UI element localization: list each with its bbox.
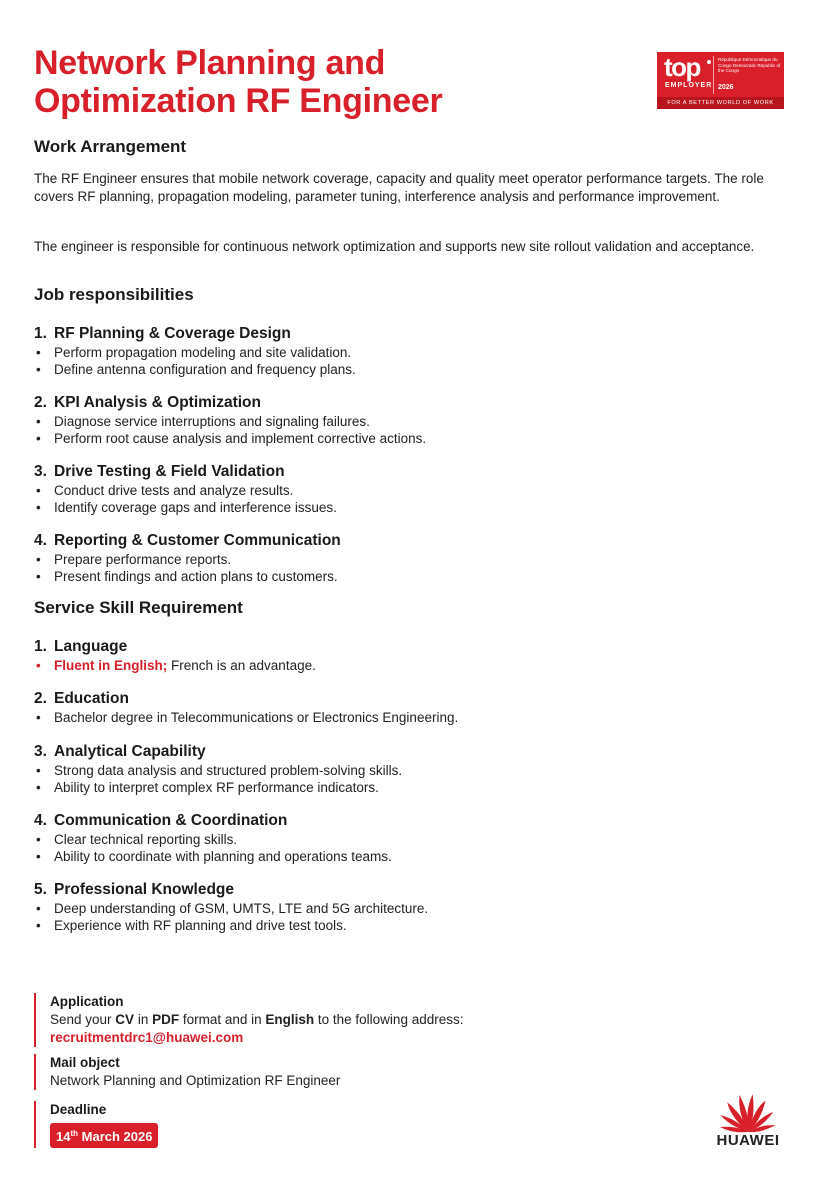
application-instructions: Send your CV in PDF format and in English to the following address: [50, 1012, 464, 1027]
list-item: • Bachelor degree in Telecommunications or Electronics Engineering. [36, 710, 459, 725]
list-item: • Identify coverage gaps and interference issues. [36, 500, 337, 515]
skills-heading: Service Skill Requirement [34, 598, 243, 617]
list-item: • Strong data analysis and structured problem-solving skills. [36, 763, 403, 778]
page-title: Network Planning and Optimization RF Engineer [34, 44, 443, 120]
mail-object-label: Mail object [50, 1055, 120, 1070]
badge-country: République Démocratique du Congo Democratic Republic of the Congo [718, 57, 781, 74]
badge-employer: EMPLOYER [665, 82, 713, 89]
skill-title: 2. Education [34, 690, 129, 707]
badge-divider [713, 56, 714, 94]
responsibility-title: 3. Drive Testing & Field Validation [34, 463, 285, 480]
list-item: • Ability to coordinate with planning and operations teams. [36, 849, 392, 864]
list-item: • Clear technical reporting skills. [36, 832, 238, 847]
badge-year: 2026 [718, 84, 734, 91]
list-item: • Define antenna configuration and frequency plans. [36, 362, 356, 377]
application-block [34, 993, 610, 1047]
mail-object-value: Network Planning and Optimization RF Engineer [50, 1073, 341, 1088]
responsibilities-heading: Job responsibilities [34, 285, 194, 304]
work-arrangement-para-1: The RF Engineer ensures that mobile network coverage, capacity and quality meet operator performance targets. The role covers RF planning, propagation modeling, parameter tuning, interference analysis and performance improvement. [34, 171, 764, 204]
responsibility-title: 4. Reporting & Customer Communication [34, 532, 341, 549]
skill-title: 3. Analytical Capability [34, 743, 206, 760]
list-item: • Prepare performance reports. [36, 552, 232, 567]
responsibility-title: 2. KPI Analysis & Optimization [34, 394, 261, 411]
list-item: • Present findings and action plans to customers. [36, 569, 338, 584]
huawei-wordmark: HUAWEI [716, 1132, 780, 1149]
mail-object-block [34, 1054, 610, 1090]
responsibility-title: 1. RF Planning & Coverage Design [34, 325, 291, 342]
skill-title: 4. Communication & Coordination [34, 812, 288, 829]
work-arrangement-para-2: The engineer is responsible for continuous network optimization and supports new site rollout validation and acceptance. [34, 239, 755, 254]
skill-title: 1. Language [34, 638, 128, 655]
list-item: • Ability to interpret complex RF performance indicators. [36, 780, 379, 795]
list-item: • Conduct drive tests and analyze results. [36, 483, 294, 498]
deadline-label: Deadline [50, 1102, 107, 1117]
badge-dot-icon [707, 60, 711, 64]
badge-top-word: top [664, 52, 700, 82]
work-arrangement-heading: Work Arrangement [34, 137, 187, 156]
list-item: • Deep understanding of GSM, UMTS, LTE and 5G architecture. [36, 901, 429, 916]
list-item: • Fluent in English; French is an advantage. [36, 658, 316, 673]
badge-tagline: FOR A BETTER WORLD OF WORK [657, 97, 784, 109]
deadline-block [34, 1101, 610, 1148]
language-highlight: Fluent in English; [54, 658, 168, 673]
application-email-link[interactable]: recruitmentdrc1@huawei.com [50, 1030, 244, 1045]
deadline-badge: 14th March 2026 [50, 1123, 158, 1148]
list-item: • Perform root cause analysis and implement corrective actions. [36, 431, 427, 446]
list-item: • Experience with RF planning and drive test tools. [36, 918, 347, 933]
top-employer-badge [657, 52, 784, 109]
skill-title: 5. Professional Knowledge [34, 881, 235, 898]
application-label: Application [50, 994, 124, 1009]
list-item: • Perform propagation modeling and site validation. [36, 345, 352, 360]
list-item: • Diagnose service interruptions and signaling failures. [36, 414, 370, 429]
